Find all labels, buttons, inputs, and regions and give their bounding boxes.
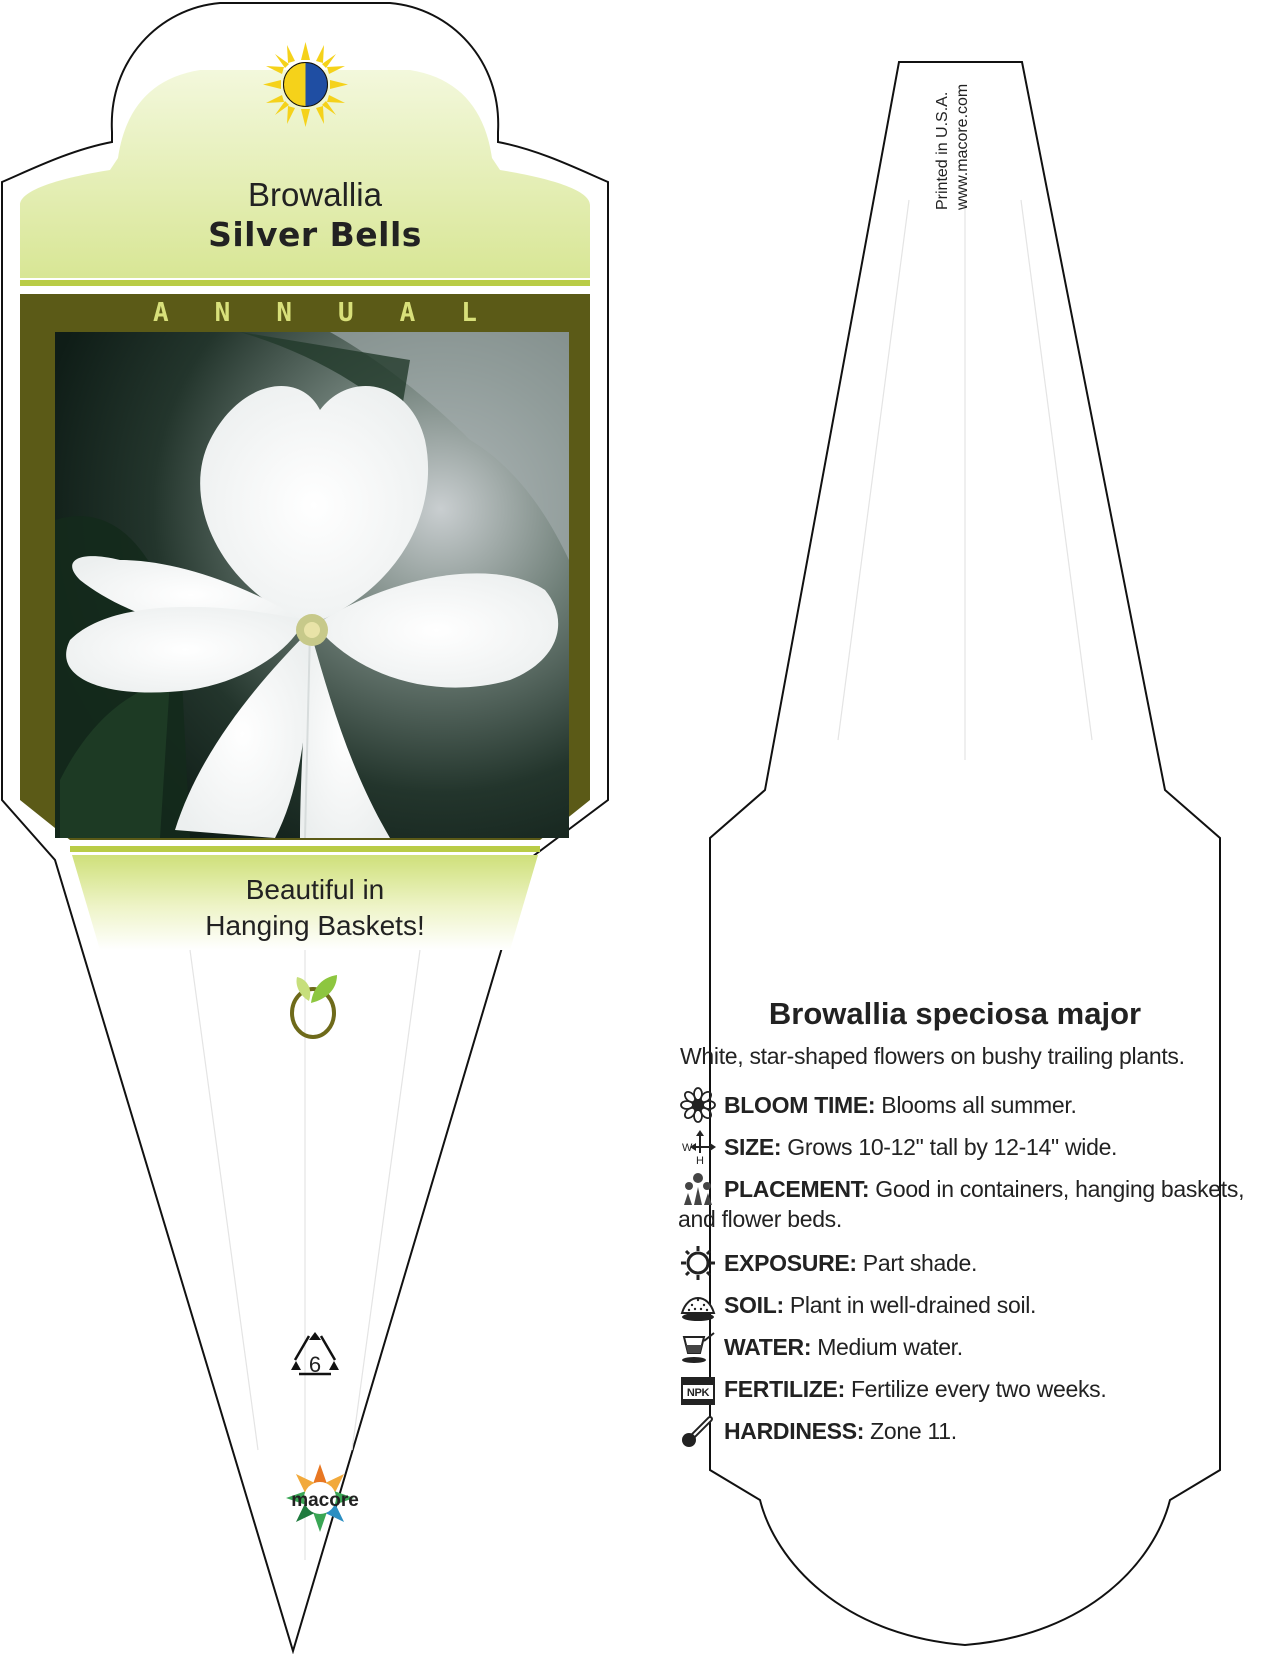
npk-text: NPK	[686, 1387, 710, 1399]
tagline-line: Beautiful in	[245, 874, 385, 905]
printed-info	[933, 84, 973, 210]
fertilize-label: FERTILIZE:	[724, 1375, 845, 1402]
category-letter: N	[276, 298, 292, 328]
leaf-seed-icon	[285, 965, 341, 1040]
thermometer-icon	[678, 1413, 718, 1449]
plant-genus: Browallia	[248, 176, 382, 213]
placement-text: Good in containers, hanging baskets,	[875, 1175, 1245, 1202]
fertilize-text: Fertilize every two weeks.	[850, 1375, 1107, 1402]
npk-icon	[678, 1371, 718, 1407]
care-row-bloom	[678, 1084, 1263, 1126]
category-letter: N	[214, 298, 231, 328]
care-row-fertilize	[678, 1368, 1263, 1410]
printed-line: Printed in U.S.A.	[934, 91, 951, 210]
bloom-text: Blooms all summer.	[881, 1091, 1077, 1118]
plant-description: White, star-shaped flowers on bushy trailing plants.	[680, 1043, 1185, 1069]
category-label	[20, 298, 610, 328]
category-letter: U	[337, 298, 354, 328]
footer-rule	[70, 846, 540, 852]
care-row-hardiness	[678, 1410, 1263, 1452]
tagline-line: Hanging Baskets!	[205, 910, 425, 941]
brand-name: macore	[291, 1490, 359, 1511]
water-label: WATER:	[724, 1333, 812, 1360]
watering-can-icon	[678, 1329, 718, 1365]
placement-continuation: and flower beds.	[678, 1206, 842, 1232]
width-marker: W	[682, 1142, 693, 1154]
size-arrows-icon	[678, 1129, 718, 1165]
category-letter: L	[461, 298, 477, 328]
soil-text: Plant in well-drained soil.	[789, 1291, 1037, 1318]
care-row-water	[678, 1326, 1263, 1368]
flower-icon	[678, 1087, 718, 1123]
website-line: www.macore.com	[954, 83, 971, 210]
soil-icon	[678, 1287, 718, 1323]
placement-label: PLACEMENT:	[724, 1175, 870, 1202]
flower-photo	[55, 332, 569, 838]
soil-label: SOIL:	[724, 1291, 784, 1318]
sun-icon	[678, 1245, 718, 1281]
plant-cultivar: Silver Bells	[208, 215, 422, 254]
hardiness-label: HARDINESS:	[724, 1417, 865, 1444]
recycle-number: 6	[308, 1352, 322, 1377]
size-label: SIZE:	[724, 1133, 782, 1160]
bloom-label: BLOOM TIME:	[724, 1091, 876, 1118]
exposure-label: EXPOSURE:	[724, 1249, 857, 1276]
tagline	[20, 872, 610, 944]
care-row-exposure	[678, 1242, 1263, 1284]
plants-icon	[678, 1171, 718, 1207]
care-row-soil	[678, 1284, 1263, 1326]
botanical-name: Browallia speciosa major	[768, 996, 1142, 1031]
care-instructions	[678, 1084, 1263, 1452]
category-letter: A	[399, 298, 416, 328]
size-text: Grows 10-12" tall by 12-14" wide.	[787, 1133, 1118, 1160]
care-row-size	[678, 1126, 1263, 1168]
exposure-text: Part shade.	[862, 1249, 978, 1276]
water-text: Medium water.	[817, 1333, 963, 1360]
hardiness-text: Zone 11.	[870, 1417, 957, 1444]
header-rule	[20, 280, 590, 286]
height-marker: H	[696, 1155, 704, 1165]
category-letter: A	[153, 298, 169, 328]
sun-shade-icon	[263, 42, 348, 127]
